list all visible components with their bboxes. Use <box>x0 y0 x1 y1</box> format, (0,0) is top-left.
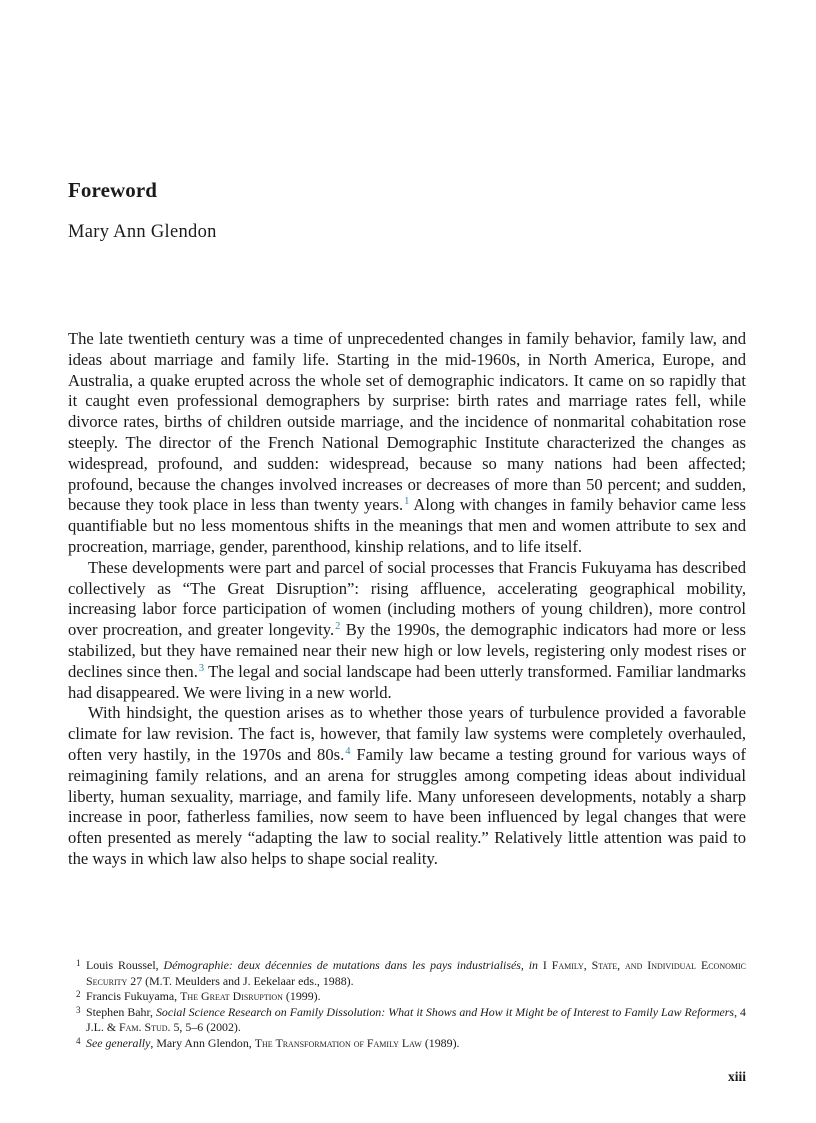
footnote-smallcaps: & Fam. Stud. <box>106 1020 171 1035</box>
paragraph-2 <box>68 558 746 704</box>
footnote-smallcaps: The Transformation of Family Law <box>254 1035 422 1050</box>
paragraph-3-text-a: With hindsight, the question arises as to whether those years of turbulence provided a favorable climate for law revision. The fact is, however, that family law systems were completely overhauled, often very hastily, in the 1970s and 80s. <box>68 703 746 764</box>
footnote-3 <box>68 1005 746 1036</box>
footnote-2 <box>68 989 746 1005</box>
footnote-text: Stephen Bahr, <box>86 1004 156 1019</box>
body-text <box>68 329 746 870</box>
footnote-text: 27 (M.T. Meulders and J. Eekelaar eds., 1988). <box>127 973 354 988</box>
paragraph-1-text-b: Along with changes in family behavior came less quantifiable but no less momentous shifts in the meanings that men and women attribute to sex and procreation, marriage, gender, parenthood, kinship relations, and to life itself. <box>68 495 746 556</box>
footnote-marker-3[interactable]: 3 <box>198 662 205 674</box>
footnote-text: , 4 J.L. <box>86 1004 746 1035</box>
footnote-italic: See generally <box>86 1035 151 1050</box>
footnote-text: (1989). <box>421 1035 460 1050</box>
paragraph-3 <box>68 703 746 869</box>
footnote-number: 4 <box>76 1035 81 1046</box>
footnote-text: Francis Fukuyama, <box>86 989 181 1004</box>
footnotes <box>68 958 746 1052</box>
footnote-marker-4[interactable]: 4 <box>345 745 351 757</box>
footnote-text: Louis Roussel, <box>86 958 164 972</box>
paragraph-2-text-a: These developments were part and parcel of social processes that Francis Fukuyama has described collectively as “The Great Disruption”: rising affluence, accelerating geographical mobility, increasing labor force participation of women (including mothers of young children), more control over procreation, and greater longevity. <box>68 557 746 640</box>
footnote-number: 1 <box>76 958 81 968</box>
footnote-1 <box>68 958 746 989</box>
chapter-author: Mary Ann Glendon <box>68 222 217 242</box>
paragraph-2-text-b: By the 1990s, the demographic indicators had more or less stabilized, but they have remained near their new high or low levels, registering only modest rises or declines since then. <box>68 620 746 681</box>
paragraph-3-text-b: Family law became a testing ground for various ways of reimagining family relations, and an arena for struggles among competing ideas about individual liberty, human sexuality, marriage, and family life. Many unforeseen developments, notably a sharp increase in poor, fatherless families, now seem to have been influenced by legal changes that were often presented as merely “adapting the law to social reality.” Relatively little attention was paid to the ways in which law also helps to shape social reality. <box>68 744 747 868</box>
footnote-italic: Social Science Research on Family Dissolution: What it Shows and How it Might be of Interest to Family Law Reformers <box>155 1004 735 1019</box>
footnote-italic: Démographie: deux décennies de mutations dans les pays industrialisés, in <box>163 958 539 972</box>
footnote-text: (1999). <box>282 989 321 1004</box>
footnote-text: 5, 5–6 (2002). <box>170 1020 241 1035</box>
paragraph-2-text-c: The legal and social landscape had been utterly transformed. Familiar landmarks had disappeared. We were living in a new world. <box>68 661 746 702</box>
footnote-4 <box>68 1036 746 1052</box>
chapter-title: Foreword <box>68 178 158 202</box>
footnote-marker-2[interactable]: 2 <box>335 621 341 633</box>
footnote-smallcaps: Family, State, and Individual Economic Security <box>86 958 746 988</box>
paragraph-1-text-a: The late twentieth century was a time of unprecedented changes in family behavior, family law, and ideas about marriage and family life. Starting in the mid-1960s, in North America, Europe, and Australia, a quake erupted across the whole set of demographic indicators. It came on so rapidly that it caught even professional demographers by surprise: birth rates and marriage rates fell, while divorce rates, births of children outside marriage, and the incidence of nonmarital cohabitation rose steeply. The director of the French National Demographic Institute characterized the changes as widespread, profound, and sudden: widespread, because so many nations had been affected; profound, because the changes involved increases or decreases of more than 50 percent; and sudden, because they took place in less than twenty years. <box>68 329 746 515</box>
paragraph-1 <box>68 329 746 558</box>
footnote-text: I <box>538 958 552 972</box>
footnote-text: , Mary Ann Glendon, <box>150 1035 255 1050</box>
footnote-marker-1[interactable]: 1 <box>404 496 410 508</box>
page-number: xiii <box>727 1069 746 1084</box>
footnote-number: 3 <box>76 1004 81 1015</box>
footnote-smallcaps: The Great Disruption <box>180 989 283 1004</box>
footnote-number: 2 <box>76 989 81 1000</box>
